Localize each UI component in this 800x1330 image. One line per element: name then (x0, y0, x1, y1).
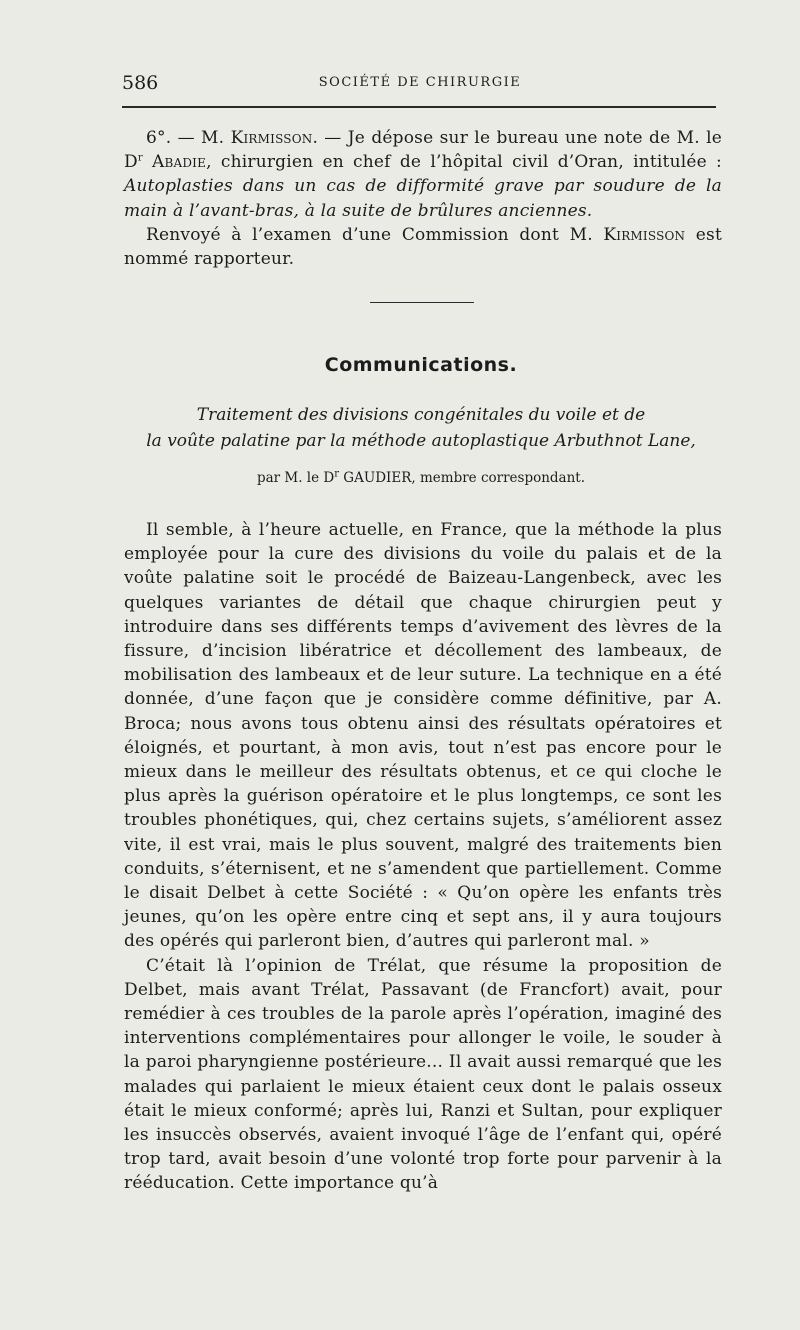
article-title-line-2: la voûte palatine par la méthode autoplastique Arbuthnot Lane, (146, 431, 696, 451)
author-name: Abadie (152, 152, 207, 173)
running-head (122, 72, 718, 94)
body-paragraph-1: Il semble, à l’heure actuelle, en France, que la méthode la plus employée pour la cure des divisions du voile du palais et de la voûte palatine soit le procédé de Baizeau-Langenbeck, avec les quelques variantes de détail que chaque chirurgien peut y introduire dans ses différents temps d’avivement des lèvres de la fissure, d’incision libératrice et décollement des lambeaux, de mobilisation des lambeaux et de leur suture. La technique en a été donnée, d’une façon que je considère comme définitive, par A. Broca; nous avons tous obtenu ainsi des résultats opératoires et éloignés, et pourtant, à mon avis, tout n’est pas encore pour le mieux dans le meilleur des résultats obtenus, et ce qui cloche le plus après la guérison opératoire et le plus longtemps, ce sont les troubles phonétiques, qui, chez certains sujets, s’améliorent assez vite, il est vrai, mais le plus souvent, malgré des traitements bien conduits, s’éternisent, et ne s’amendent que partiellement. Comme le disait Delbet à cette Société : « Qu’on opère les enfants très jeunes, qu’on les opère entre cinq et sept ans, il y aura toujours des opérés qui parleront bien, d’autres qui parleront mal. » (124, 520, 722, 952)
item-intro: . — Je dépose sur le bureau une note de M. le D (124, 128, 723, 173)
journal-title: SOCIÉTÉ DE CHIRURGIE (318, 75, 522, 90)
item-number: 6°. — M. (146, 128, 225, 148)
byline-start: par M. le D (256, 470, 335, 486)
referral-start: Renvoyé à l’examen d’une Commission dont M. (146, 224, 604, 245)
byline-end: GAUDIER, membre correspondant. (339, 470, 586, 486)
article-title (122, 402, 720, 454)
minutes-item (124, 126, 722, 271)
referral-end: est nommé rapporteur. (124, 224, 722, 270)
header-rule (122, 106, 716, 108)
item-paragraph (124, 126, 722, 223)
body-paragraph-2: C’était là l’opinion de Trélat, que résume la proposition de Delbet, mais avant Trélat, Passavant (de Francfort) avait, pour remédier à ces troubles de la parole après l’opération, imaginé des interventions complémentaires pour allonger le voile, le souder à la paroi pharyngienne postérieure... Il avait aussi remarqué que les malades qui parlaient le mieux étaient ceux dont le palais osseux était le mieux conformé; après lui, Ranzi et Sultan, pour expliquer les insuccès observés, avaient invoqué l’âge de l’enfant qui, opéré trop tard, avait besoin d’une volonté trop forte pour parvenir à la rééducation. Cette importance qu’à (124, 955, 722, 1194)
byline-superscript: r (334, 468, 340, 480)
referral-name: Kirmisson (603, 224, 686, 245)
article-title-line-1: Traitement des divisions congénitales du voile et de (196, 405, 646, 425)
doctor-superscript: r (137, 152, 143, 164)
article-body (124, 518, 722, 1196)
section-heading: Communications. (324, 354, 518, 376)
author-role: , chirurgien en chef de l’hôpital civil d’Oran, intitulée : (206, 152, 722, 173)
referral-paragraph (124, 223, 722, 271)
note-title: Autoplasties dans un cas de difformité grave par soudure de la main à l’avant-bras, à la suite de brûlures anciennes. (124, 176, 722, 221)
speaker-name: Kirmisson (230, 128, 313, 148)
article-byline (122, 470, 720, 486)
page-number: 586 (122, 72, 159, 94)
section-divider (370, 302, 474, 303)
